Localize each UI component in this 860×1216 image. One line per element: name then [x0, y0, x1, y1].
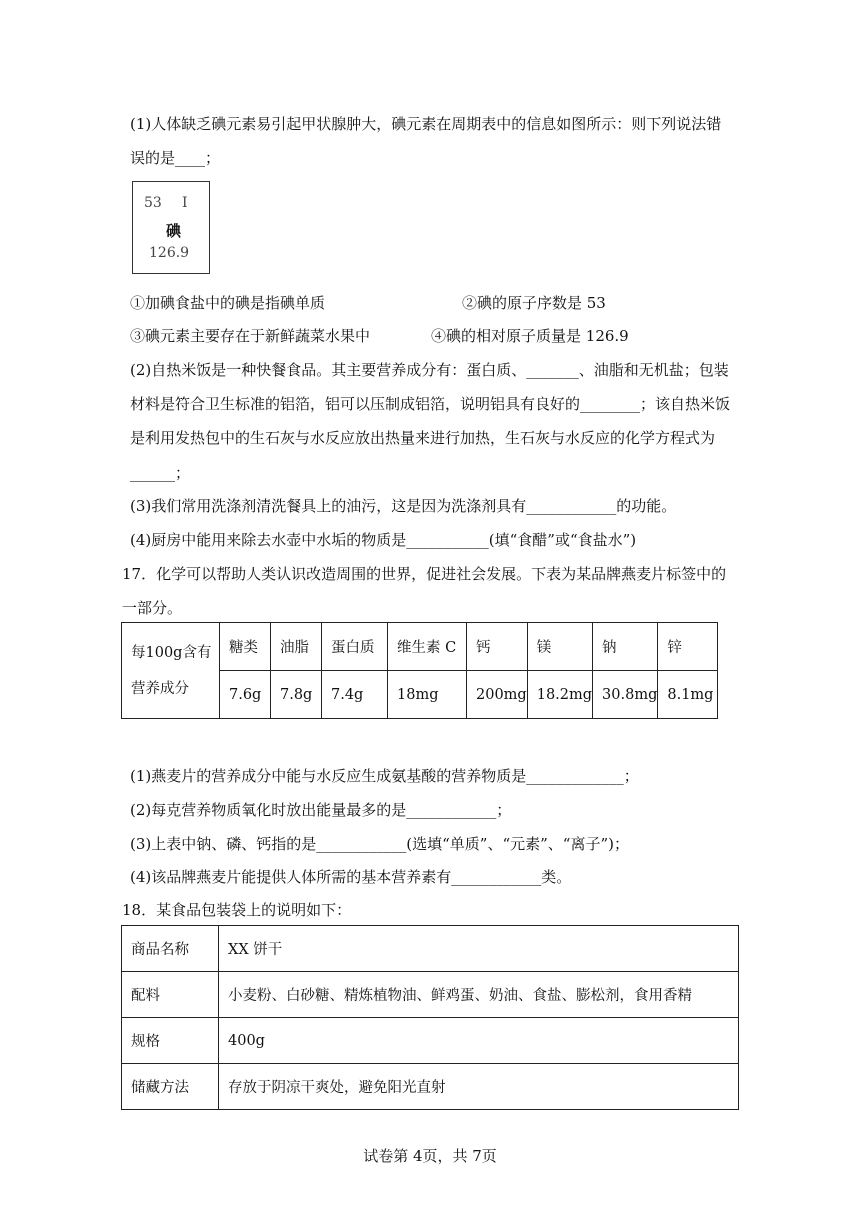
- nutrition-header-cell: 镁: [527, 623, 592, 671]
- q16-part1-line1: (1)人体缺乏碘元素易引起甲状腺肿大，碘元素在周期表中的信息如图所示：则下列说法错: [130, 115, 722, 133]
- nutrition-value-cell: 7.8g: [271, 671, 322, 719]
- food-label-table: [121, 925, 739, 1110]
- nutrition-header-cell: 油脂: [271, 623, 322, 671]
- label-key-cell: 配料: [122, 972, 219, 1018]
- q16-option-4: ④碘的相对原子质量是 126.9: [431, 327, 629, 345]
- page-footer: 试卷第 4页，共 7页: [363, 1147, 497, 1165]
- label-value-cell: 小麦粉、白砂糖、精炼植物油、鲜鸡蛋、奶油、食盐、膨松剂，食用香精: [219, 972, 739, 1018]
- q16-option-1: ①加碘食盐中的碘是指碘单质: [130, 294, 326, 312]
- q17-intro-line1: 17．化学可以帮助人类认识改造周围的世界，促进社会发展。下表为某品牌燕麦片标签中的: [122, 565, 727, 583]
- q17-intro-line2: 一部分。: [122, 599, 183, 617]
- q16-part4: (4)厨房中能用来除去水壶中水垢的物质是___________(填“食醋”或“食盐水”): [130, 531, 637, 549]
- nutrition-value-cell: 7.6g: [220, 671, 271, 719]
- label-key-cell: 储藏方法: [122, 1064, 219, 1110]
- nutrition-value-cell: 200mg: [467, 671, 528, 719]
- element-symbol: I: [182, 195, 188, 211]
- q16-part1-line2: 误的是____；: [130, 149, 221, 167]
- nutrition-header-cell: 蛋白质: [322, 623, 388, 671]
- q16-option-2: ②碘的原子序数是 53: [462, 294, 606, 312]
- q17-part3: (3)上表中钠、磷、钙指的是____________(选填“单质”、“元素”、“离子”)；: [130, 835, 629, 853]
- nutrition-header-cell: 锌: [658, 623, 718, 671]
- label-value-cell: 存放于阴凉干爽处，避免阳光直射: [219, 1064, 739, 1110]
- nutrition-value-cell: 18.2mg: [527, 671, 592, 719]
- nutrition-value-cell: 8.1mg: [658, 671, 718, 719]
- q16-part3: (3)我们常用洗涤剂清洗餐具上的油污，这是因为洗涤剂具有____________的功能。: [130, 497, 677, 515]
- atomic-mass: 126.9: [149, 245, 190, 261]
- label-value-cell: 400g: [219, 1018, 739, 1064]
- q16-part2-line4: ______；: [130, 464, 191, 482]
- nutrition-header-cell: 钙: [467, 623, 528, 671]
- nutrition-row-header: 每100g含有营养成分: [122, 623, 220, 719]
- atomic-number: 53: [144, 195, 162, 211]
- nutrition-value-cell: 18mg: [388, 671, 467, 719]
- nutrition-table: [121, 622, 718, 719]
- q16-option-3: ③碘元素主要存在于新鲜蔬菜水果中: [130, 327, 371, 345]
- nutrition-header-cell: 钠: [593, 623, 658, 671]
- q16-part2-line3: 是利用发热包中的生石灰与水反应放出热量来进行加热，生石灰与水反应的化学方程式为: [130, 429, 716, 447]
- nutrition-value-cell: 7.4g: [322, 671, 388, 719]
- label-key-cell: 规格: [122, 1018, 219, 1064]
- nutrition-value-cell: 30.8mg: [593, 671, 658, 719]
- label-value-cell: XX 饼干: [219, 926, 739, 972]
- label-key-cell: 商品名称: [122, 926, 219, 972]
- q16-part2-line1: (2)自热米饭是一种快餐食品。其主要营养成分有：蛋白质、_______、油脂和无机盐；包装: [130, 361, 729, 379]
- element-name: 碘: [166, 222, 182, 240]
- iodine-element-card: [132, 181, 210, 274]
- q17-part4: (4)该品牌燕麦片能提供人体所需的基本营养素有____________类。: [130, 868, 572, 886]
- nutrition-header-cell: 糖类: [220, 623, 271, 671]
- q17-part1: (1)燕麦片的营养成分中能与水反应生成氨基酸的营养物质是_____________；: [130, 767, 639, 785]
- nutrition-header-cell: 维生素 C: [388, 623, 467, 671]
- q16-part2-line2: 材料是符合卫生标准的铝箔，铝可以压制成铝箔，说明铝具有良好的________；该自热米饭: [130, 395, 731, 413]
- q17-part2: (2)每克营养物质氧化时放出能量最多的是____________；: [130, 801, 512, 819]
- q18-intro: 18．某食品包装袋上的说明如下：: [122, 901, 352, 919]
